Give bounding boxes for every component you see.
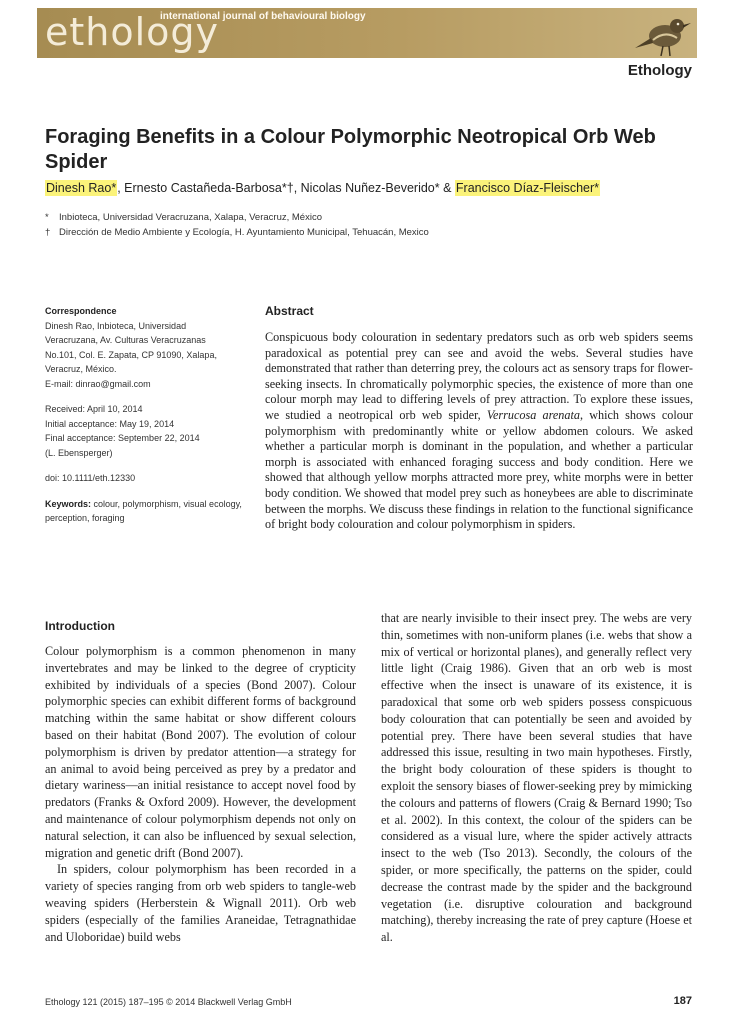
paragraph: In spiders, colour polymorphism has been recorded in a variety of species ranging from orb web spiders to tangle-web weaving spiders (Herberstein & Wignall 2011). Orb web spiders (especially of the families Araneidae, Tetragnathidae and Uloboridae) build webs [45,862,356,944]
abstract-heading: Abstract [265,304,314,318]
correspondence-heading: Correspondence [45,306,117,316]
handling-editor: (L. Ebensperger) [45,447,113,458]
journal-banner [37,8,697,58]
abstract-text [265,330,693,533]
author-list [45,181,705,195]
affiliation-text: Dirección de Medio Ambiente y Ecología, H. Ayuntamiento Municipal, Tehuacán, Mexico [59,227,429,238]
author-separator: & [439,181,455,195]
affiliation-line [45,225,705,240]
keywords-label: Keywords: [45,498,92,509]
final-acceptance-date: Final acceptance: September 22, 2014 [45,433,200,443]
introduction-heading: Introduction [45,619,115,633]
affiliation-text: Inbioteca, Universidad Veracruzana, Xalapa, Veracruz, México [59,212,322,223]
initial-acceptance-date: Initial acceptance: May 19, 2014 [45,418,175,429]
correspondence-line: Veracruzana, Av. Culturas Veracruzanas [45,335,206,345]
paragraph: Colour polymorphism is a common phenomenon in many invertebrates and may be linked to the degree of crypticity exhibited by individuals of a species (Bond 2007). Colour polymorphic species can exhibit different forms of background matching within the same habitat or show different colours based on their habitat (Bond 2007). The evolution of colour polymorphism is driven by predator attention—a strategy for an animal to avoid being perceived as prey by a predator and dietary wariness—an initial resistance to accept novel food by predators (Franks & Oxford 2009). However, the development and maintenance of colour polymorphism depends not only on natural selection, it can also be influenced by sexual selection, migration and genetic drift (Bond 2007). [45,644,356,860]
author-name: Ernesto Castañeda-Barbosa*† [124,181,294,195]
page-number: 187 [673,995,692,1007]
keywords-text: colour, polymorphism, visual ecology, perception, foraging [45,498,242,523]
keywords [45,497,250,526]
author-name: Francisco Díaz-Fleischer* [455,181,599,195]
paragraph: that are nearly invisible to their insect prey. The webs are very thin, sometimes with non-uniform planes (i.e. webs that show a mix of vertical or horizontal planes), and generally reflect very little light (Craig 1986). Given that an orb web is most effective when the insect is unaware of its existence, it is paradoxical that some orb web spiders possess conspicuous body colouration that can potentially be seen and avoided by potential prey. There have been several studies that have addressed this issue, resulting in two main hypotheses. Firstly, the bright body colouration of these spiders is thought to exploit the sensory biases of flower-seeking prey by mimicking the colours and patterns of flowers (Craig & Bernard 1990; Tso et al. 2002). In this context, the colour of the spiders can be considered as a visual lure, where the spider actively attracts insect to the web (Tso 2013). Secondly, the colours of the spider, or more specifically, the patterns on the spider, could decrease the contrast made by the spider and the background vegetation (i.e. disruptive colouration and background matching), thereby increasing the rate of prey capture (Hoese et al. [381,611,692,945]
body-column-left [45,643,356,945]
author-separator: , [293,181,301,195]
footer-citation: Ethology 121 (2015) 187–195 © 2014 Blackwell Verlag GmbH [45,997,292,1007]
correspondence-line: Dinesh Rao, Inbioteca, Universidad [45,320,187,331]
correspondence-email: E-mail: dinrao@gmail.com [45,378,151,389]
affiliation-line [45,210,705,225]
abstract-text-part: Conspicuous body colouration in sedentary predators such as orb web spiders seems paradoxical as potential prey can see and avoid the webs. Several studies have demonstrated that rather than deterring prey, the colours act as sensory traps for flower-seeking insects. In chromatically polymorphic species, the existence of more than one colour morph may lead to differing levels of prey attraction. To explore these issues, we studied a neotropical orb web spider, [265,330,693,422]
author-separator: , [117,181,125,195]
author-name: Nicolas Nuñez-Beverido* [300,181,440,195]
metadata-column [45,304,250,526]
received-date: Received: April 10, 2014 [45,404,143,414]
species-name: Verrucosa arenata [486,407,580,422]
journal-subtitle: international journal of behavioural biology [160,11,366,22]
doi[interactable]: doi: 10.1111/eth.12330 [45,473,136,483]
correspondence-line: No.101, Col. E. Zapata, CP 91090, Xalapa, [45,349,217,360]
author-name: Dinesh Rao* [46,181,117,195]
article-title: Foraging Benefits in a Colour Polymorphic Neotropical Orb Web Spider [45,126,656,173]
abstract-text-part: , which shows colour polymorphism with predominantly white or yellow abdomen colours. We asked whether a particular morph is dominant in the population, and whether a particular morph is associated with enhanced foraging success and body condition. Here we showed that although yellow morphs attracted more prey, white morphs were in better body condition. We showed that model prey such as honeybees are able to discriminate between the morphs. We discuss these findings in relation to the functional significance of bright body colouration and colour polymorphism in spiders. [265,407,693,532]
correspondence-line: Veracruz, México. [45,364,117,374]
journal-logo: ethology [45,10,220,54]
affiliation-symbol: † [45,227,51,238]
journal-name: Ethology [627,62,692,79]
bird-icon [633,10,691,56]
affiliation-symbol: * [45,212,49,223]
body-column-right [381,610,692,946]
affiliations [45,210,705,240]
